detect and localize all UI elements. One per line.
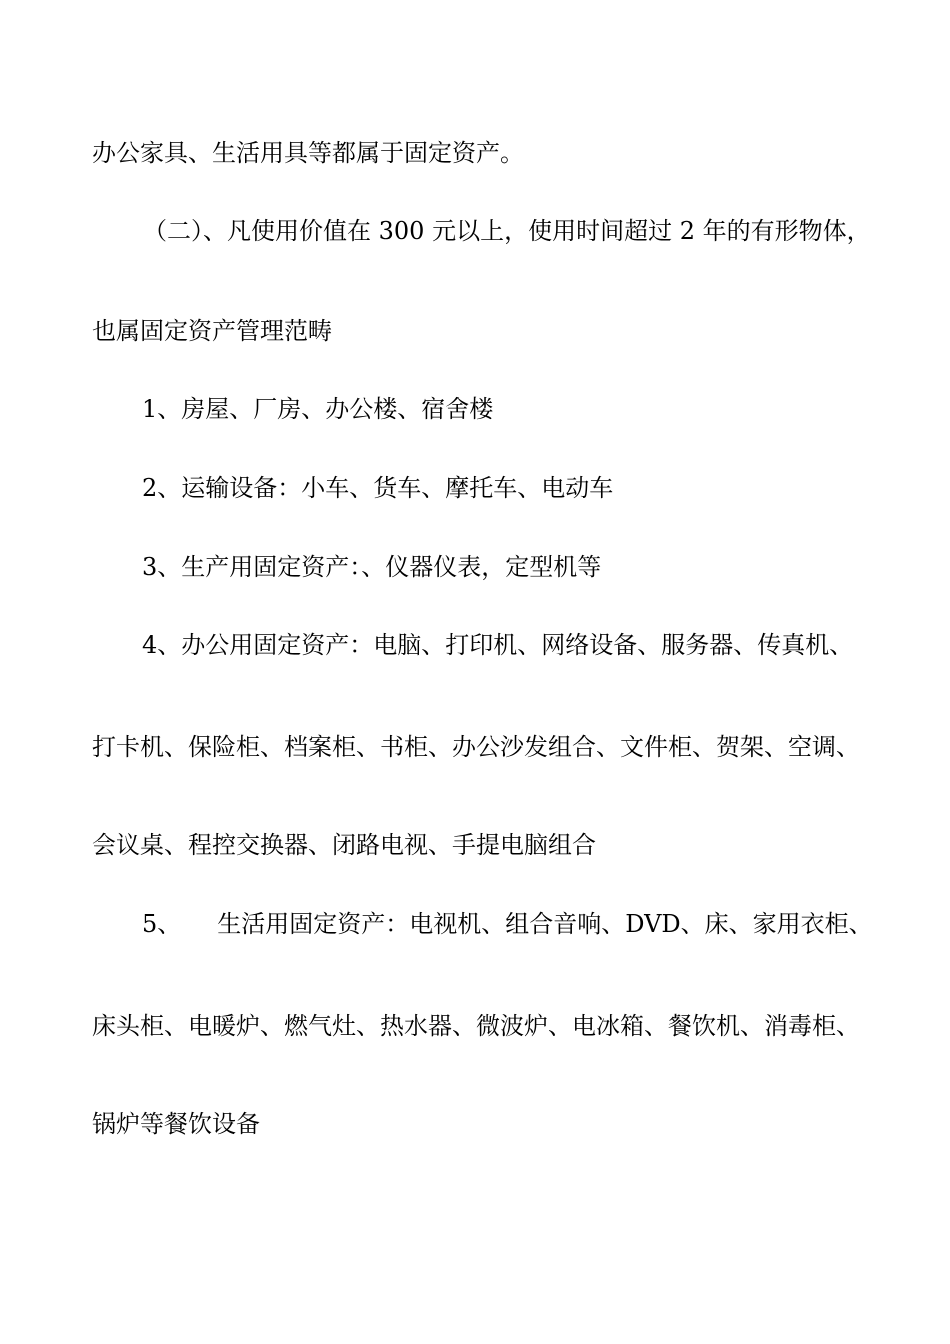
list-item-4: 4、办公用固定资产：电脑、打印机、网络设备、服务器、传真机、 — [142, 631, 854, 659]
list-item-5-number: 5、 — [142, 910, 182, 938]
list-item-5-cont-1: 床头柜、电暖炉、燃气灶、热水器、微波炉、电冰箱、餐饮机、消毒柜、 — [92, 1012, 860, 1040]
list-item-5-cont-2: 锅炉等餐饮设备 — [92, 1110, 260, 1138]
list-item-3: 3、生产用固定资产：、仪器仪表，定型机等 — [142, 553, 602, 581]
list-item-4-cont-2: 会议桌、程控交换器、闭路电视、手提电脑组合 — [92, 831, 596, 859]
paragraph-line-2: （二）、凡使用价值在 300 元以上，使用时间超过 2 年的有形物体， — [143, 217, 871, 245]
paragraph-line-1: 办公家具、生活用具等都属于固定资产。 — [92, 139, 524, 167]
list-item-5 — [142, 908, 873, 940]
list-item-4-cont-1: 打卡机、保险柜、档案柜、书柜、办公沙发组合、文件柜、贺架、空调、 — [92, 733, 860, 761]
list-item-2: 2、运输设备：小车、货车、摩托车、电动车 — [142, 474, 614, 502]
list-item-5-text: 生活用固定资产：电视机、组合音响、DVD、床、家用衣柜、 — [217, 910, 873, 938]
paragraph-line-3: 也属固定资产管理范畴 — [92, 317, 332, 345]
list-item-1: 1、房屋、厂房、办公楼、宿舍楼 — [142, 395, 494, 423]
